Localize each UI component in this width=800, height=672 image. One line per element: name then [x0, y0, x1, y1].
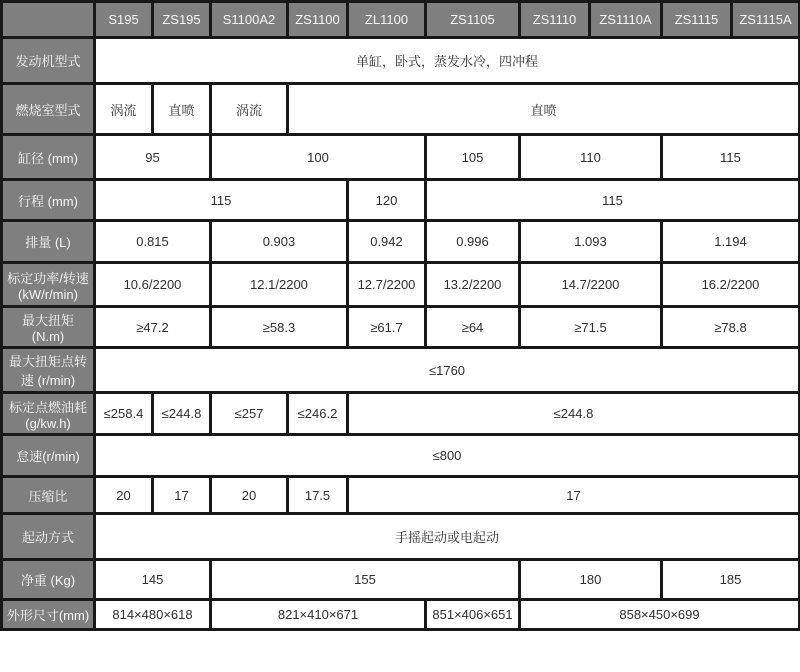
spec-value-cell: 10.6/2200: [95, 263, 211, 307]
row-label: 最大扭矩点转速 (r/min): [2, 348, 95, 393]
column-header-S1100A2: S1100A2: [211, 2, 288, 38]
spec-value-cell: 17: [153, 477, 211, 514]
spec-value-cell: 155: [211, 560, 520, 600]
spec-value-cell: ≤244.8: [348, 393, 800, 435]
column-header-ZS1100: ZS1100: [288, 2, 348, 38]
table-row: [2, 393, 800, 435]
spec-value-cell: ≥61.7: [348, 307, 426, 348]
table-row: [2, 600, 800, 630]
spec-value-cell: 涡流: [211, 84, 288, 135]
column-header-ZL1100: ZL1100: [348, 2, 426, 38]
spec-value-cell: 20: [95, 477, 153, 514]
spec-value-cell: 105: [426, 135, 520, 180]
spec-value-cell: ≥64: [426, 307, 520, 348]
table-row: [2, 514, 800, 560]
spec-value-cell: ≤246.2: [288, 393, 348, 435]
column-header-ZS1110A: ZS1110A: [590, 2, 662, 38]
spec-value-cell: 20: [211, 477, 288, 514]
spec-value-cell: ≤800: [95, 435, 800, 477]
table-row: [2, 435, 800, 477]
spec-value-cell: ≥71.5: [520, 307, 662, 348]
row-label: 外形尺寸(mm): [2, 600, 95, 630]
spec-value-cell: ≤258.4: [95, 393, 153, 435]
row-label: 净重 (Kg): [2, 560, 95, 600]
table-row: [2, 263, 800, 307]
column-header-S195: S195: [95, 2, 153, 38]
spec-value-cell: ≥58.3: [211, 307, 348, 348]
spec-value-cell: 814×480×618: [95, 600, 211, 630]
row-label: 压缩比: [2, 477, 95, 514]
spec-value-cell: 17.5: [288, 477, 348, 514]
table-row: [2, 221, 800, 263]
table-row: [2, 307, 800, 348]
spec-value-cell: 115: [95, 180, 348, 221]
spec-value-cell: 110: [520, 135, 662, 180]
column-header-ZS1105: ZS1105: [426, 2, 520, 38]
spec-value-cell: ≥47.2: [95, 307, 211, 348]
table-row: [2, 38, 800, 84]
spec-value-cell: 851×406×651: [426, 600, 520, 630]
spec-value-cell: 120: [348, 180, 426, 221]
spec-value-cell: ≤257: [211, 393, 288, 435]
row-label: 标定功率/转速 (kW/r/min): [2, 263, 95, 307]
spec-value-cell: 手摇起动或电起动: [95, 514, 800, 560]
spec-value-cell: 1.093: [520, 221, 662, 263]
spec-value-cell: ≥78.8: [662, 307, 800, 348]
spec-value-cell: 145: [95, 560, 211, 600]
spec-value-cell: 95: [95, 135, 211, 180]
spec-value-cell: 12.7/2200: [348, 263, 426, 307]
spec-value-cell: 13.2/2200: [426, 263, 520, 307]
spec-value-cell: 涡流: [95, 84, 153, 135]
row-label: 怠速(r/min): [2, 435, 95, 477]
row-label: 发动机型式: [2, 38, 95, 84]
spec-value-cell: 180: [520, 560, 662, 600]
corner-cell: [2, 2, 95, 38]
spec-value-cell: 858×450×699: [520, 600, 800, 630]
table-row: [2, 180, 800, 221]
row-label: 最大扭矩 (N.m): [2, 307, 95, 348]
spec-value-cell: 单缸，卧式，蒸发水冷，四冲程: [95, 38, 800, 84]
spec-value-cell: 1.194: [662, 221, 800, 263]
table-row: [2, 348, 800, 393]
row-label: 燃烧室型式: [2, 84, 95, 135]
row-label: 标定点燃油耗 (g/kw.h): [2, 393, 95, 435]
table-row: [2, 135, 800, 180]
spec-value-cell: 115: [662, 135, 800, 180]
spec-value-cell: 14.7/2200: [520, 263, 662, 307]
spec-value-cell: 0.903: [211, 221, 348, 263]
row-label: 排量 (L): [2, 221, 95, 263]
table-row: [2, 560, 800, 600]
table-row: [2, 477, 800, 514]
column-header-ZS1115: ZS1115: [662, 2, 732, 38]
spec-value-cell: 821×410×671: [211, 600, 426, 630]
row-label: 行程 (mm): [2, 180, 95, 221]
spec-value-cell: 100: [211, 135, 426, 180]
column-header-ZS1110: ZS1110: [520, 2, 590, 38]
row-label: 缸径 (mm): [2, 135, 95, 180]
spec-value-cell: 0.996: [426, 221, 520, 263]
spec-value-cell: 115: [426, 180, 800, 221]
spec-value-cell: 185: [662, 560, 800, 600]
spec-value-cell: 17: [348, 477, 800, 514]
row-label: 起动方式: [2, 514, 95, 560]
spec-value-cell: 直喷: [153, 84, 211, 135]
table-body: [2, 38, 800, 630]
spec-value-cell: 0.942: [348, 221, 426, 263]
column-header-ZS1115A: ZS1115A: [732, 2, 800, 38]
spec-value-cell: ≤1760: [95, 348, 800, 393]
table-header: [2, 2, 800, 38]
spec-value-cell: 直喷: [288, 84, 800, 135]
spec-value-cell: ≤244.8: [153, 393, 211, 435]
column-header-ZS195: ZS195: [153, 2, 211, 38]
spec-value-cell: 0.815: [95, 221, 211, 263]
header-row: [2, 2, 800, 38]
table-row: [2, 84, 800, 135]
spec-value-cell: 16.2/2200: [662, 263, 800, 307]
spec-value-cell: 12.1/2200: [211, 263, 348, 307]
